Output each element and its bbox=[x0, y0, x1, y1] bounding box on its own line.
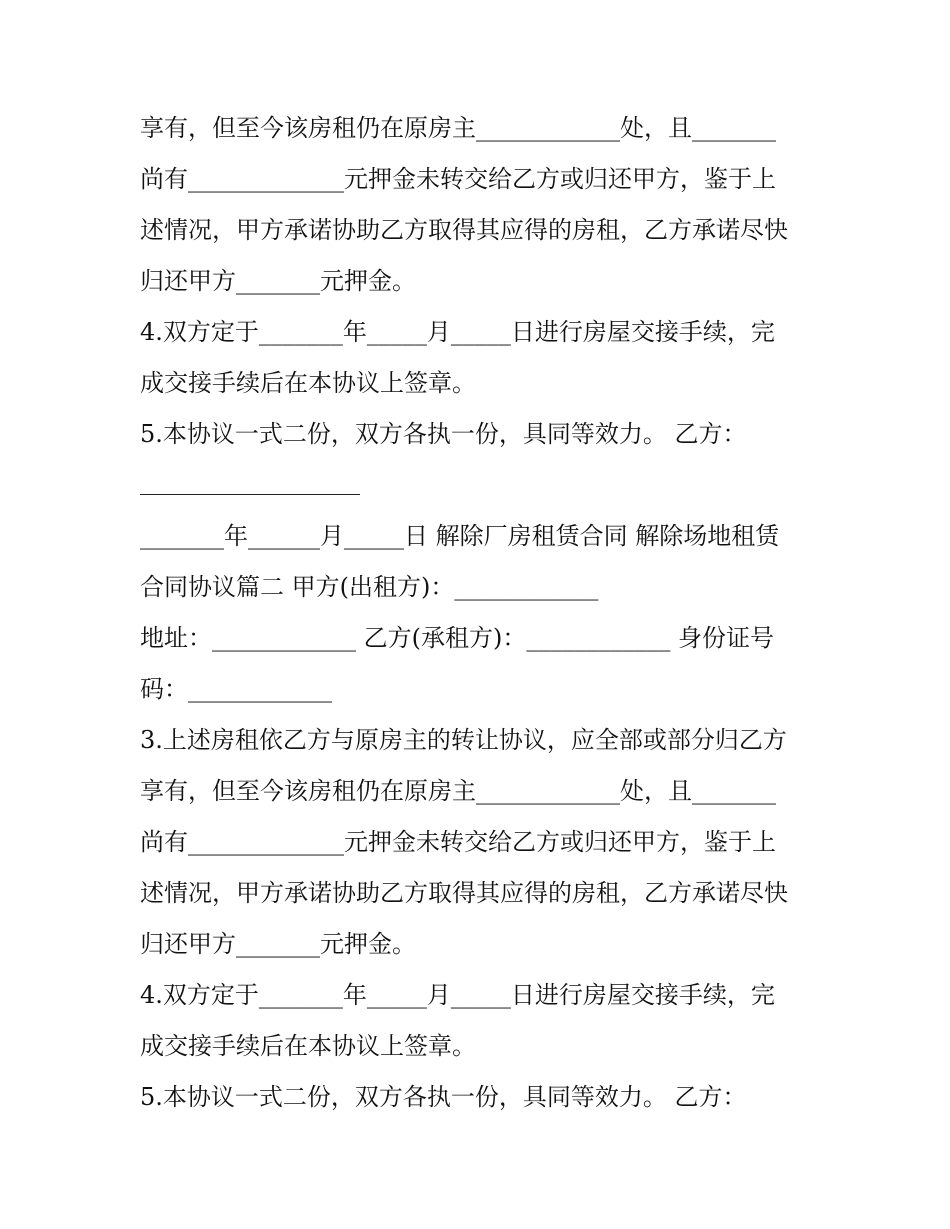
document-body bbox=[140, 103, 820, 1123]
text-line: 5.本协议一式二份，双方各执一份，具同等效力。 乙方： bbox=[140, 420, 747, 448]
text-line: 述情况，甲方承诺协助乙方取得其应得的房租，乙方承诺尽快 bbox=[140, 879, 788, 907]
text-line: 尚有_____________元押金未转交给乙方或归还甲方，鉴于上 bbox=[140, 828, 776, 856]
text-line: 归还甲方_______元押金。 bbox=[140, 267, 416, 295]
signature-rule bbox=[140, 494, 360, 495]
text-line: 尚有_____________元押金未转交给乙方或归还甲方，鉴于上 bbox=[140, 165, 776, 193]
text-line: 享有，但至今该房租仍在原房主____________处，且_______ bbox=[140, 114, 776, 142]
text-line: 码：____________ bbox=[140, 675, 332, 703]
text-line: 合同协议篇二 甲方(出租方)：____________ bbox=[140, 573, 599, 601]
text-line: 5.本协议一式二份，双方各执一份，具同等效力。 乙方： bbox=[140, 1083, 747, 1111]
signature-line bbox=[140, 460, 820, 511]
text-line: 4.双方定于_______年_____月_____日进行房屋交接手续，完 bbox=[140, 318, 775, 346]
text-line: 述情况，甲方承诺协助乙方取得其应得的房租，乙方承诺尽快 bbox=[140, 216, 788, 244]
text-line: 3.上述房租依乙方与原房主的转让协议，应全部或部分归乙方 bbox=[140, 726, 787, 754]
text-line: _______年______月_____日 解除厂房租赁合同 解除场地租赁 bbox=[140, 522, 780, 550]
text-line: 享有，但至今该房租仍在原房主____________处，且_______ bbox=[140, 777, 776, 805]
text-line: 成交接手续后在本协议上签章。 bbox=[140, 369, 476, 397]
text-line: 成交接手续后在本协议上签章。 bbox=[140, 1032, 476, 1060]
text-line: 归还甲方_______元押金。 bbox=[140, 930, 416, 958]
text-line: 4.双方定于_______年_____月_____日进行房屋交接手续，完 bbox=[140, 981, 775, 1009]
text-line: 地址：____________ 乙方(承租方)：____________ 身份证号 bbox=[140, 624, 774, 652]
